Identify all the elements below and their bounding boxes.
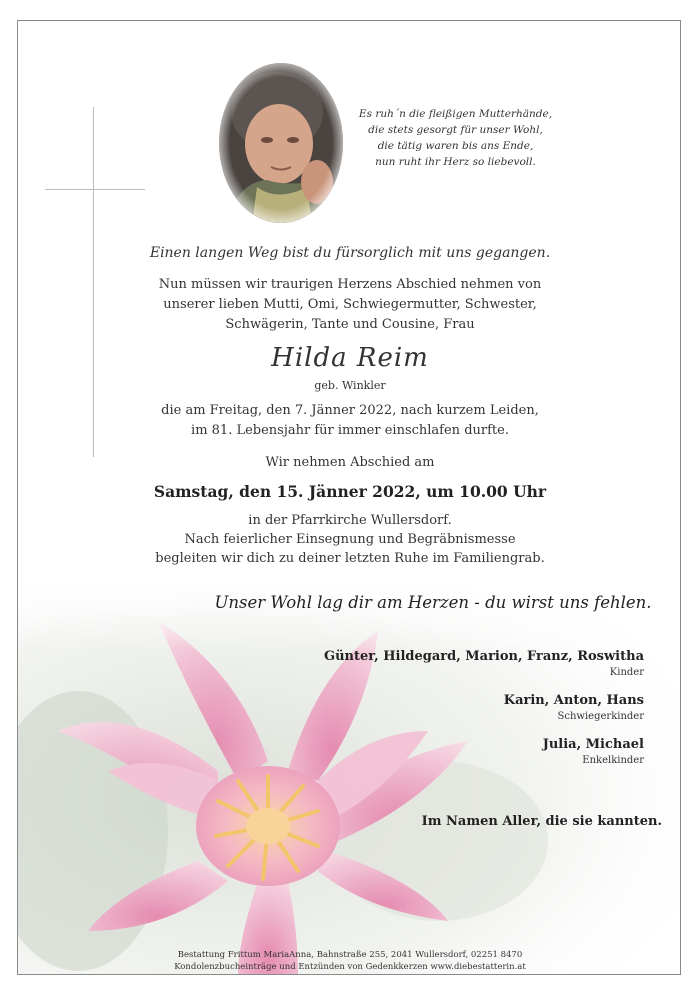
intro-line: Nun müssen wir traurigen Herzens Abschied nehmen von: [158, 277, 542, 292]
closing-line: Im Namen Aller, die sie kannten.: [421, 814, 662, 829]
portrait-photo: [217, 62, 345, 224]
cross-horizontal: [45, 189, 145, 190]
bottom-quote: Unser Wohl lag dir am Herzen - du wirst uns fehlen.: [214, 593, 652, 612]
funeral-details: [18, 511, 681, 568]
poem: [348, 106, 563, 170]
mourner-group: [324, 693, 644, 722]
mourner-names: Karin, Anton, Hans: [503, 693, 644, 708]
mourners-list: [324, 649, 644, 781]
poem-line: die stets gesorgt für unser Wohl,: [368, 124, 543, 136]
footer-address: Bestattung Frittum MariaAnna, Bahnstraße 255, 2041 Wullersdorf, 02251 8470: [177, 950, 523, 960]
poem-line: Es ruh´n die fleißigen Mutterhände,: [358, 108, 553, 120]
death-line: im 81. Lebensjahr für immer einschlafen durfte.: [191, 423, 509, 438]
obituary-card: [17, 20, 681, 975]
footer-website: Kondolenzbucheinträge und Entzünden von Gedenkkerzen www.diebestatterin.at: [174, 962, 526, 972]
funeral-line: Nach feierlicher Einsegnung und Begräbnismesse: [184, 532, 516, 547]
funeral-intro: Wir nehmen Abschied am: [265, 455, 435, 470]
deceased-name: Hilda Reim: [271, 343, 429, 373]
intro-line: unserer lieben Mutti, Omi, Schwiegermutter, Schwester,: [163, 297, 537, 312]
mourner-names: Günter, Hildegard, Marion, Franz, Roswitha: [324, 649, 644, 664]
mourner-group: [324, 737, 644, 766]
mourner-names: Julia, Michael: [542, 737, 644, 752]
mourner-relation: Kinder: [609, 667, 644, 678]
death-line: die am Freitag, den 7. Jänner 2022, nach kurzem Leiden,: [161, 403, 539, 418]
death-notice: [18, 401, 681, 441]
poem-line: die tätig waren bis ans Ende,: [377, 140, 534, 152]
mourner-group: [324, 649, 644, 678]
poem-line: nun ruht ihr Herz so liebevoll.: [375, 156, 536, 168]
birth-name: geb. Winkler: [314, 379, 386, 392]
footer: [18, 949, 681, 973]
mourner-relation: Schwiegerkinder: [557, 711, 644, 722]
intro-line: Schwägerin, Tante und Cousine, Frau: [225, 317, 475, 332]
funeral-line: in der Pfarrkirche Wullersdorf.: [248, 513, 452, 528]
intro-text: [18, 275, 681, 335]
funeral-date: Samstag, den 15. Jänner 2022, um 10.00 Uhr: [153, 482, 547, 501]
top-quote: Einen langen Weg bist du fürsorglich mit uns gegangen.: [149, 245, 551, 261]
funeral-line: begleiten wir dich zu deiner letzten Ruhe im Familiengrab.: [155, 551, 545, 566]
mourner-relation: Enkelkinder: [582, 755, 644, 766]
